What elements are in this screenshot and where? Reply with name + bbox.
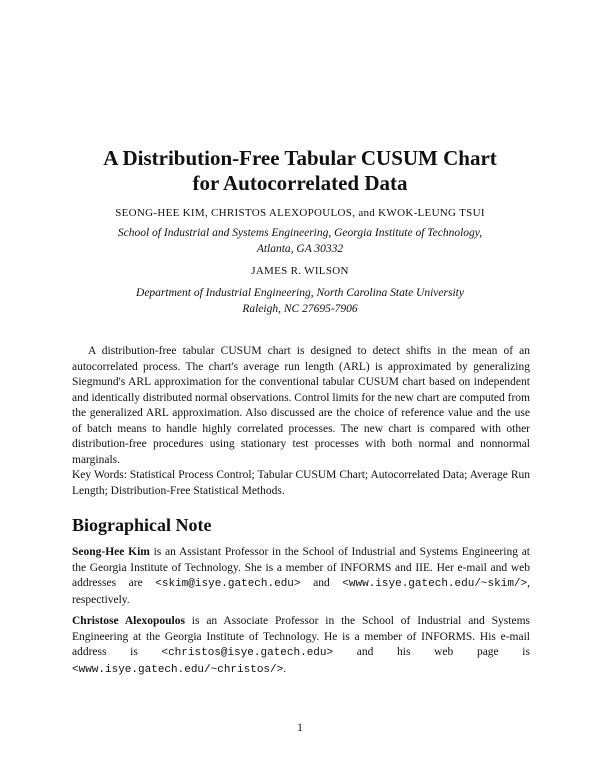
secondary-author: JAMES R. WILSON <box>251 265 349 277</box>
paper-title <box>0 146 600 196</box>
bio-kim-text-1: is an Assistant Professor in the School of Industrial and Systems Engineering at the Georgia Institute of Technology. She is a member of INFORMS and IIE. Her e-mail and web addresses are <box>72 546 530 589</box>
bio-kim-email[interactable]: <skim@isye.gatech.edu> <box>155 578 301 590</box>
title-line-2: for Autocorrelated Data <box>192 171 408 195</box>
primary-affiliation <box>60 225 540 257</box>
bio-kim-web[interactable]: <www.isye.gatech.edu/~skim/> <box>342 578 528 590</box>
title-line-1: A Distribution-Free Tabular CUSUM Chart <box>103 146 497 170</box>
section-heading: Biographical Note <box>72 515 212 535</box>
secondary-affiliation-line-1: Department of Industrial Engineering, North Carolina State University <box>136 287 464 299</box>
bio-alexopoulos-text-2: and his web page is <box>333 646 530 658</box>
primary-affiliation-line-1: School of Industrial and Systems Engineering, Georgia Institute of Technology, <box>117 227 483 239</box>
bio-alexopoulos-web[interactable]: <www.isye.gatech.edu/~christos/> <box>72 663 284 676</box>
primary-authors: SEONG-HEE KIM, CHRISTOS ALEXOPOULOS, and KWOK-LEUNG TSUI <box>115 207 485 219</box>
keywords: Key Words: Statistical Process Control; Tabular CUSUM Chart; Autocorrelated Data; Average Run Length; Distribution-Free Statistical Methods. <box>72 469 530 497</box>
primary-affiliation-line-2: Atlanta, GA 30332 <box>256 243 344 255</box>
secondary-affiliation <box>60 285 540 317</box>
bio-kim-name: Seong-Hee Kim <box>72 546 150 558</box>
page-number: 1 <box>297 722 303 734</box>
bio-alexopoulos-text-1: is an Associate Professor in the School of Industrial and Systems Engineering at the Georgia Institute of Technology. He is a member of INFORMS. His e-mail address is <box>72 615 530 658</box>
bio-alexopoulos <box>72 614 530 678</box>
bio-kim-text-3: , respectively. <box>72 577 531 606</box>
bio-alexopoulos-email[interactable]: <christos@isye.gatech.edu> <box>161 647 334 659</box>
bio-alexopoulos-name: Christose Alexopoulos <box>72 615 185 627</box>
bio-kim <box>72 545 530 608</box>
bio-kim-text-2: and <box>300 577 343 589</box>
abstract: A distribution-free tabular CUSUM chart is designed to detect shifts in the mean of an autocorrelated process. The chart's average run length (ARL) is approximated by generalizing Siegmund's ARL approximation for the conventional tabular CUSUM chart based on independent and identically distributed normal observations. Control limits for the new chart are computed from the generalized ARL approximation. Also discussed are the choice of reference value and the use of batch means to handle highly correlated processes. The new chart is compared with other distribution-free procedures using stationary test processes with both normal and nonnormal marginals. <box>72 345 530 466</box>
bio-alexopoulos-text-3: . <box>283 662 287 675</box>
secondary-affiliation-line-2: Raleigh, NC 27695-7906 <box>242 303 358 315</box>
